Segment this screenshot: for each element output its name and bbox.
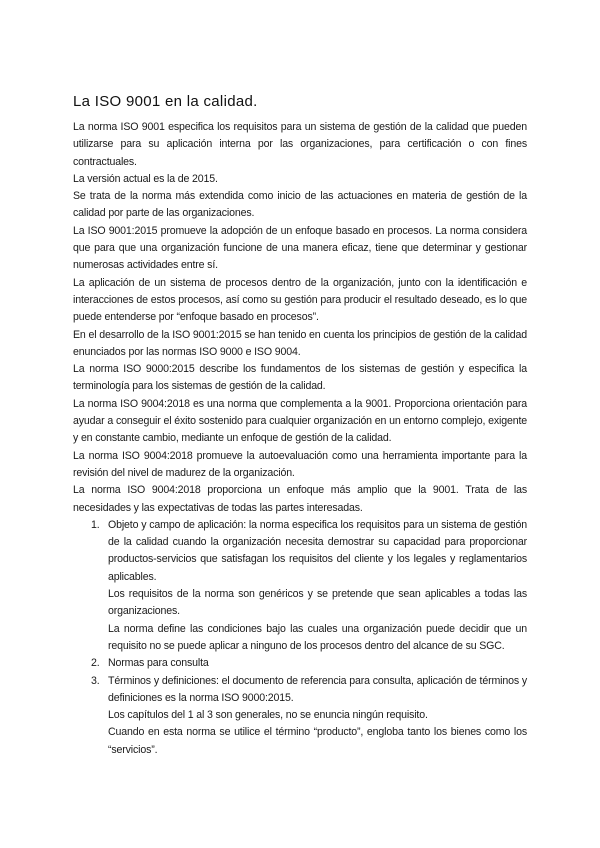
body-paragraph: La ISO 9001:2015 promueve la adopción de un enfoque basado en procesos. La norma considera que para que una organización funcione de una manera eficaz, tiene que determinar y gestionar numerosas actividades entre sí.: [73, 224, 527, 272]
section-list: [73, 517, 527, 759]
section-paragraph: Los capítulos del 1 al 3 son generales, no se enuncia ningún requisito.: [108, 709, 428, 722]
section-item: [73, 673, 527, 759]
section-paragraph: Los requisitos de la norma son genéricos y se pretende que sean aplicables a todas las organizaciones.: [108, 588, 527, 618]
body-paragraph: Se trata de la norma más extendida como inicio de las actuaciones en materia de gestión de la calidad por parte de las organizaciones.: [73, 190, 527, 220]
body-paragraph: La norma ISO 9004:2018 es una norma que complementa a la 9001. Proporciona orientación para ayudar a conseguir el éxito sostenido para cualquier organización en un entorno complejo, exigente y en constante cambio, mediante un enfoque de gestión de la calidad.: [73, 397, 527, 445]
body-paragraph: La norma ISO 9004:2018 promueve la autoevaluación como una herramienta importante para la revisión del nivel de madurez de la organización.: [73, 449, 527, 479]
body-paragraph: La norma ISO 9004:2018 proporciona un enfoque más amplio que la 9001. Trata de las necesidades y las expectativas de todas las partes interesadas.: [73, 484, 527, 514]
body-paragraph: En el desarrollo de la ISO 9001:2015 se han tenido en cuenta los principios de gestión de la calidad enunciados por las normas ISO 9000 e ISO 9004.: [73, 328, 527, 358]
body-paragraph: La versión actual es la de 2015.: [73, 172, 218, 185]
section-paragraph: Términos y definiciones: el documento de referencia para consulta, aplicación de términos y definiciones es la norma ISO 9000:2015.: [108, 674, 527, 704]
section-paragraph: Normas para consulta: [108, 657, 209, 670]
body-paragraph: La norma ISO 9001 especifica los requisitos para un sistema de gestión de la calidad que pueden utilizarse para su aplicación interna por las organizaciones, para certificación o con fines contractuales.: [73, 121, 527, 168]
section-paragraph: Objeto y campo de aplicación: la norma especifica los requisitos para un sistema de gestión de la calidad cuando la organización necesita demostrar su capacidad para proporcionar productos-servicios que satisfagan los requisitos del cliente y los legales y reglamentarios aplicables.: [108, 518, 527, 583]
section-paragraph: La norma define las condiciones bajo las cuales una organización puede decidir que un requisito no se puede aplicar a ninguno de los procesos dentro del alcance de su SGC.: [108, 622, 527, 652]
document-title: La ISO 9001 en la calidad.: [73, 93, 258, 110]
body-paragraph: La aplicación de un sistema de procesos dentro de la organización, junto con la identificación e interacciones de estos procesos, así como su gestión para producir el resultado deseado, es lo que puede entenderse por “enfoque basado en procesos”.: [73, 276, 527, 324]
section-item: [73, 655, 527, 672]
section-number: 1.: [91, 518, 100, 531]
document-body: [73, 119, 527, 759]
section-number: 3.: [91, 674, 100, 687]
section-item: [73, 517, 527, 655]
body-paragraph: La norma ISO 9000:2015 describe los fundamentos de los sistemas de gestión y especifica la terminología para los sistemas de gestión de la calidad.: [73, 363, 527, 393]
section-number: 2.: [91, 657, 100, 670]
section-paragraph: Cuando en esta norma se utilice el término “producto”, engloba tanto los bienes como los “servicios”.: [108, 726, 527, 756]
